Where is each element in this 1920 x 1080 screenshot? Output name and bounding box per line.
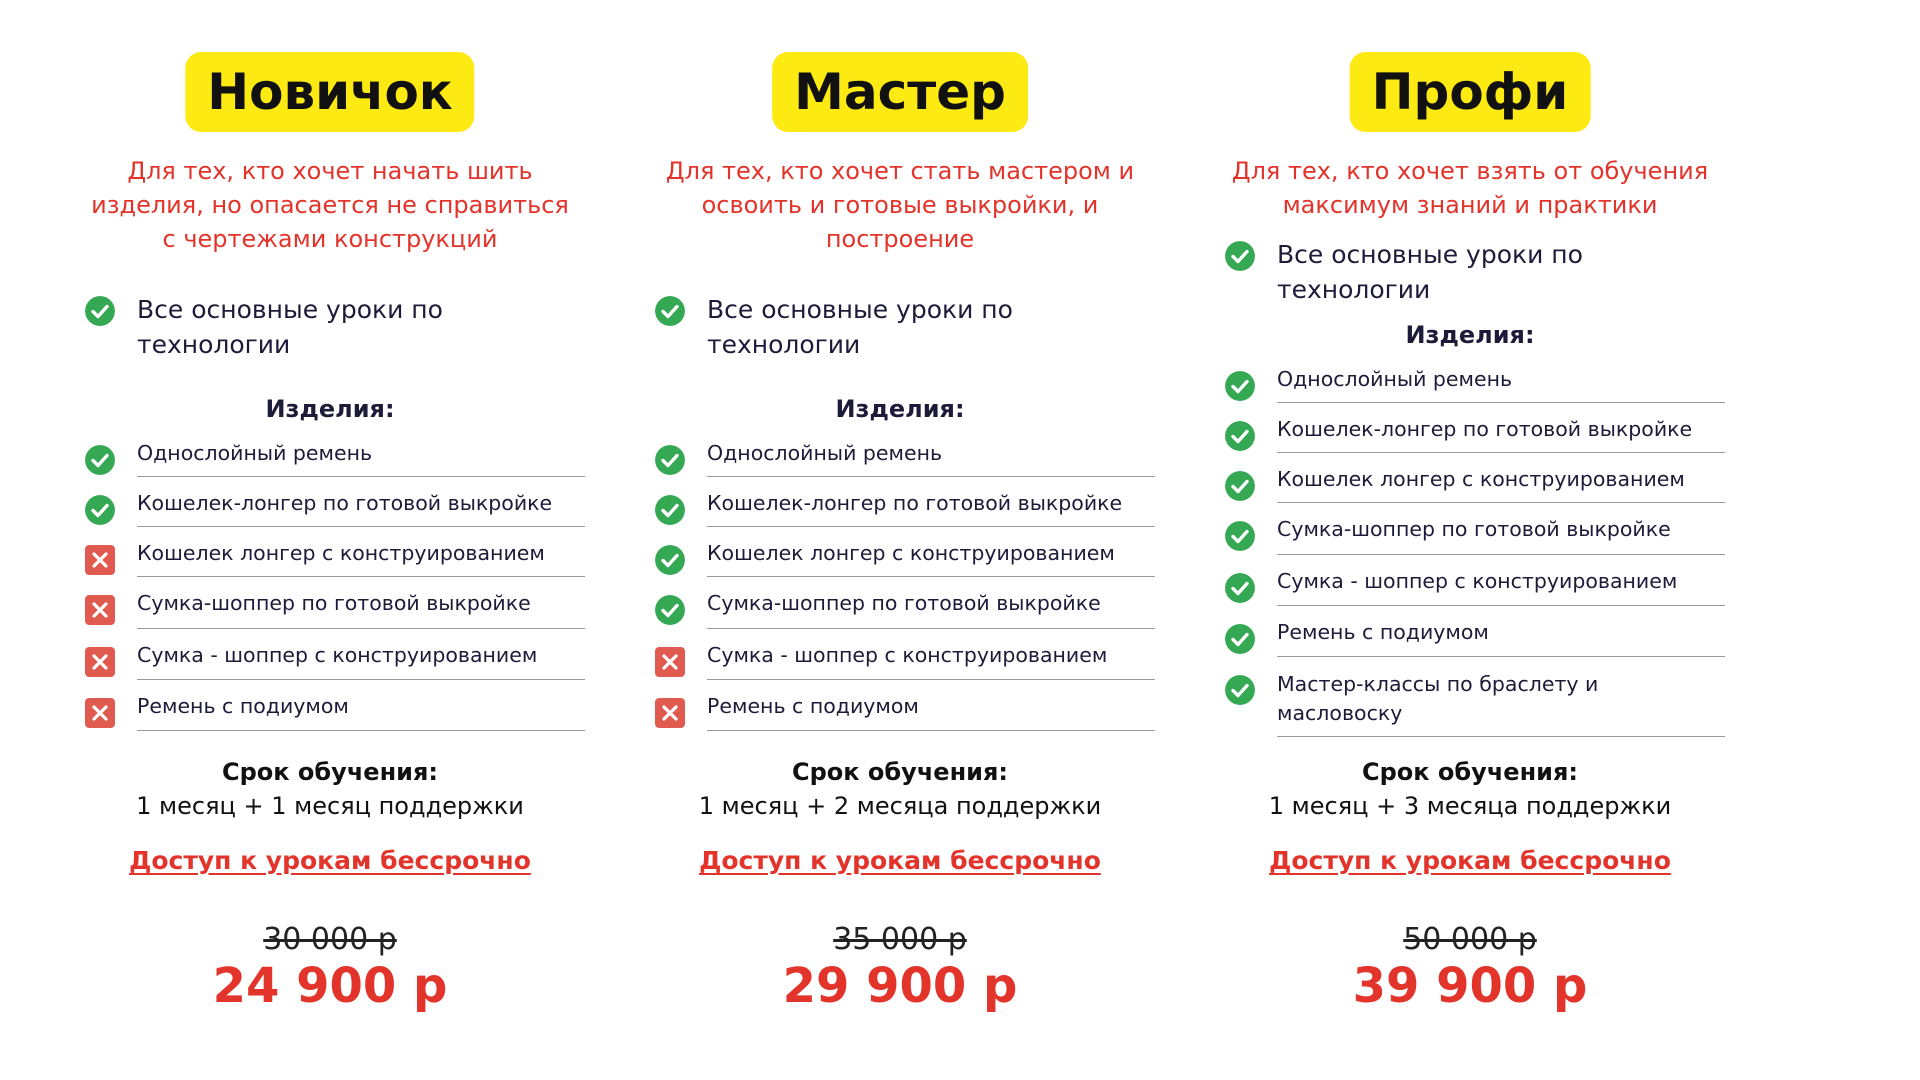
old-price: 50 000 р [1403,922,1537,957]
excluded-mark [85,545,115,575]
item-label: Однослойный ремень [1277,367,1513,391]
list-item [1225,668,1725,748]
old-price: 30 000 р [263,922,397,957]
item-label: Сумка-шоппер по готовой выкройке [137,591,531,615]
term-value: 1 месяц + 1 месяц поддержки [136,792,524,820]
list-item [85,588,585,640]
list-item [1225,364,1725,414]
included-mark [655,545,685,575]
check-circle-icon [655,445,685,475]
term-value: 1 месяц + 3 месяца поддержки [1268,792,1672,820]
list-item [655,438,1155,488]
included-mark [1225,521,1255,551]
item-label: Ремень с подиумом [1277,620,1489,644]
check-circle-icon [1225,521,1255,551]
item-divider [137,679,585,680]
list-item [85,438,585,488]
list-item [85,640,585,691]
list-item [1225,464,1725,514]
included-mark [655,495,685,525]
list-item [655,538,1155,588]
included-mark [85,445,115,475]
item-divider [707,476,1155,477]
item-label: Однослойный ремень [137,441,373,465]
item-divider [137,576,585,577]
item-divider [1277,554,1725,555]
included-mark [1225,624,1255,654]
item-divider [137,526,585,527]
access-link[interactable]: Доступ к урокам бессрочно [1269,846,1671,875]
main-feature-label: Все основные уроки по технологии [707,295,1013,359]
included-mark [1225,371,1255,401]
plan-title: Мастер [772,52,1028,132]
item-label: Кошелек лонгер с конструированием [707,541,1115,565]
products-heading: Изделия: [1405,321,1535,349]
check-circle-icon [655,296,685,326]
main-feature-label: Все основные уроки по технологии [1277,240,1583,304]
check-circle-icon [1225,241,1255,271]
item-divider [137,730,585,731]
check-circle-icon [1225,471,1255,501]
included-mark [1225,675,1255,705]
list-item [655,640,1155,691]
check-circle-icon [1225,675,1255,705]
item-divider [1277,605,1725,606]
check-circle-icon [655,545,685,575]
cross-square-icon [85,545,115,575]
item-divider [1277,736,1725,737]
list-item [655,488,1155,538]
check-circle-icon [85,495,115,525]
list-item [655,691,1155,742]
included-mark [1225,573,1255,603]
item-divider [1277,402,1725,403]
item-label: Мастер-классы по браслету и масловоску [1277,672,1599,725]
access-link[interactable]: Доступ к урокам бессрочно [699,846,1101,875]
cross-square-icon [85,647,115,677]
item-label: Сумка - шоппер с конструированием [1277,569,1678,593]
list-item [85,691,585,742]
list-item [85,488,585,538]
check-circle-icon [1225,624,1255,654]
item-divider [1277,452,1725,453]
term-heading: Срок обучения: [1362,758,1578,786]
term-heading: Срок обучения: [222,758,438,786]
excluded-mark [655,698,685,728]
item-label: Сумка - шоппер с конструированием [137,643,538,667]
item-divider [707,576,1155,577]
item-label: Кошелек лонгер с конструированием [1277,467,1685,491]
item-divider [707,628,1155,629]
excluded-mark [655,647,685,677]
new-price: 24 900 р [212,958,448,1014]
products-heading: Изделия: [265,395,395,423]
cross-square-icon [85,595,115,625]
item-label: Сумка-шоппер по готовой выкройке [707,591,1101,615]
plan-card [635,0,1165,1080]
item-label: Ремень с подиумом [137,694,349,718]
item-divider [707,730,1155,731]
check-circle-icon [1225,371,1255,401]
item-divider [137,628,585,629]
item-label: Ремень с подиумом [707,694,919,718]
main-feature-label: Все основные уроки по технологии [137,295,443,359]
included-mark [655,595,685,625]
term-value: 1 месяц + 2 месяца поддержки [698,792,1102,820]
included-mark [85,495,115,525]
list-item [1225,514,1725,566]
list-item [1225,566,1725,617]
plan-title: Новичок [185,52,474,132]
plan-title: Профи [1350,52,1591,132]
check-circle-icon [85,445,115,475]
plan-card [1205,0,1735,1080]
plan-description: Для тех, кто хочет начать шить изделия, но опасается не справиться с чертежами конструкций [91,157,569,253]
item-divider [1277,502,1725,503]
check-circle-icon [1225,421,1255,451]
item-label: Однослойный ремень [707,441,943,465]
plan-description: Для тех, кто хочет взять от обучения максимум знаний и практики [1231,157,1709,219]
item-label: Кошелек-лонгер по готовой выкройке [707,491,1123,515]
plan-description: Для тех, кто хочет стать мастером и освоить и готовые выкройки, и построение [665,157,1135,253]
excluded-mark [85,698,115,728]
products-heading: Изделия: [835,395,965,423]
check-circle-icon [655,495,685,525]
access-link[interactable]: Доступ к урокам бессрочно [129,846,531,875]
excluded-mark [85,595,115,625]
item-divider [707,526,1155,527]
item-divider [137,476,585,477]
included-mark [1225,471,1255,501]
old-price: 35 000 р [833,922,967,957]
cross-square-icon [85,698,115,728]
new-price: 39 900 р [1352,958,1588,1014]
excluded-mark [85,647,115,677]
included-mark [1225,421,1255,451]
item-divider [707,679,1155,680]
item-divider [1277,656,1725,657]
item-label: Сумка - шоппер с конструированием [707,643,1108,667]
item-label: Кошелек-лонгер по готовой выкройке [137,491,553,515]
cross-square-icon [655,647,685,677]
new-price: 29 900 р [782,958,1018,1014]
list-item [85,538,585,588]
check-circle-icon [85,296,115,326]
included-mark [655,445,685,475]
check-circle-icon [655,595,685,625]
list-item [1225,617,1725,668]
item-label: Сумка-шоппер по готовой выкройке [1277,517,1671,541]
plan-card [65,0,595,1080]
cross-square-icon [655,698,685,728]
term-heading: Срок обучения: [792,758,1008,786]
list-item [1225,414,1725,464]
list-item [655,588,1155,640]
item-label: Кошелек лонгер с конструированием [137,541,545,565]
check-circle-icon [1225,573,1255,603]
item-label: Кошелек-лонгер по готовой выкройке [1277,417,1693,441]
